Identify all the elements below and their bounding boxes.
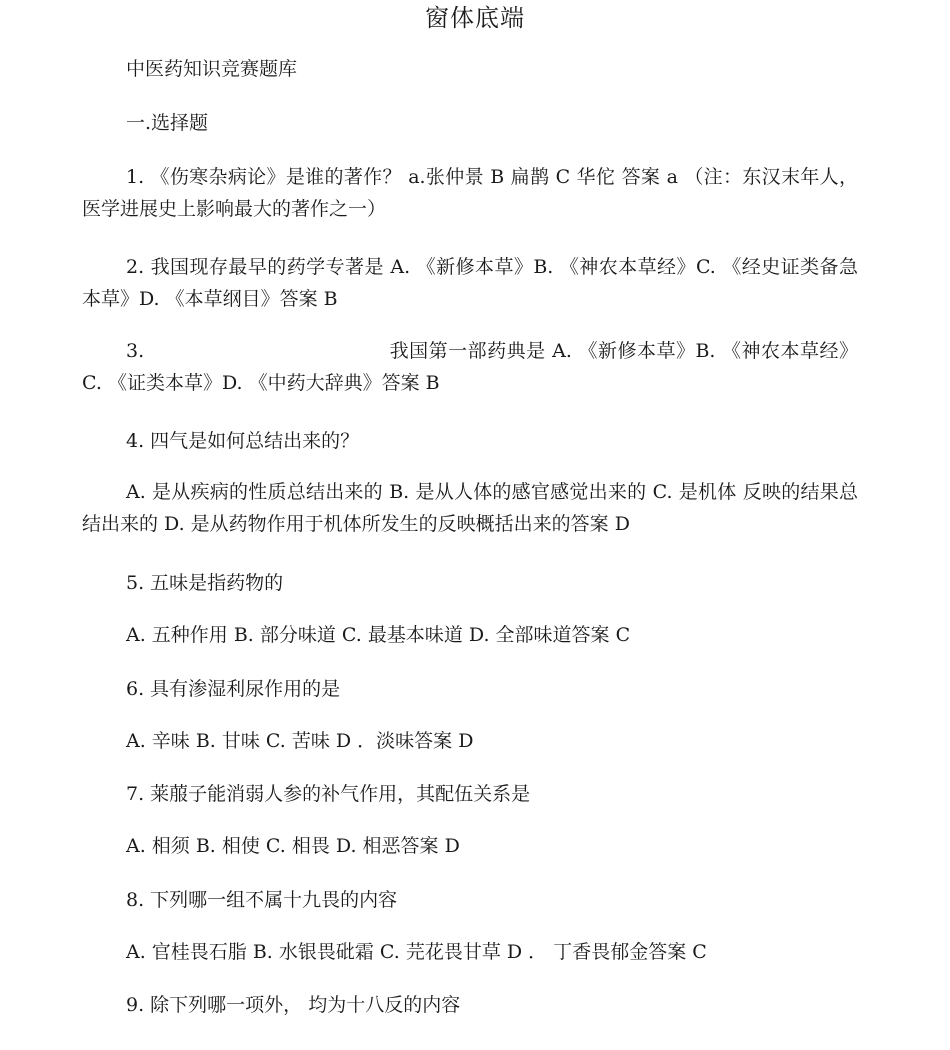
question-7-options: A. 相须 B. 相使 C. 相畏 D. 相恶答案 D: [126, 835, 460, 857]
question-2: 2. 我国现存最早的药学专著是 A. 《新修本草》B. 《神农本草经》C. 《经史证类备急本草》D. 《本草纲目》答案 B: [82, 256, 858, 310]
question-5: 5. 五味是指药物的: [126, 572, 284, 594]
question-1-text: 《伤寒杂病论》是谁的著作？ a.张仲景 B 扁鹊 C 华佗 答案 a （注：东汉末年人，医学进展史上影响最大的著作之一）: [82, 166, 858, 220]
question-1-number: 1.: [126, 166, 145, 188]
section-heading: 一.选择题: [126, 112, 209, 134]
question-5-options: A. 五种作用 B. 部分味道 C. 最基本味道 D. 全部味道答案 C: [126, 624, 631, 646]
question-9: 9. 除下列哪一项外， 均为十八反的内容: [126, 994, 461, 1016]
document-title: 中医药知识竞赛题库: [126, 58, 298, 80]
question-6-options: A. 辛味 B. 甘味 C. 苦味 D ．淡味答案 D: [126, 730, 474, 752]
question-1: [82, 161, 858, 225]
question-8-options: A. 官桂畏石脂 B. 水银畏砒霜 C. 芫花畏甘草 D ． 丁香畏郁金答案 C: [126, 941, 707, 963]
question-3: [82, 335, 858, 399]
question-6: 6. 具有渗湿利尿作用的是: [126, 678, 341, 700]
page-header: 窗体底端: [425, 4, 525, 32]
question-4: 4. 四气是如何总结出来的？: [126, 430, 360, 452]
question-7: 7. 莱菔子能消弱人参的补气作用，其配伍关系是: [126, 783, 531, 805]
question-3-text: 我国第一部药典是 A. 《新修本草》B. 《神农本草经》C. 《证类本草》D. 《中药大辞典》答案 B: [82, 340, 858, 394]
question-4-options: A. 是从疾病的性质总结出来的 B. 是从人体的感官感觉出来的 C. 是机体 反映的结果总结出来的 D. 是从药物作用于机体所发生的反映概括出来的答案 D: [82, 481, 858, 535]
question-8: 8. 下列哪一组不属十九畏的内容: [126, 889, 398, 911]
question-3-number: 3.: [126, 340, 145, 362]
